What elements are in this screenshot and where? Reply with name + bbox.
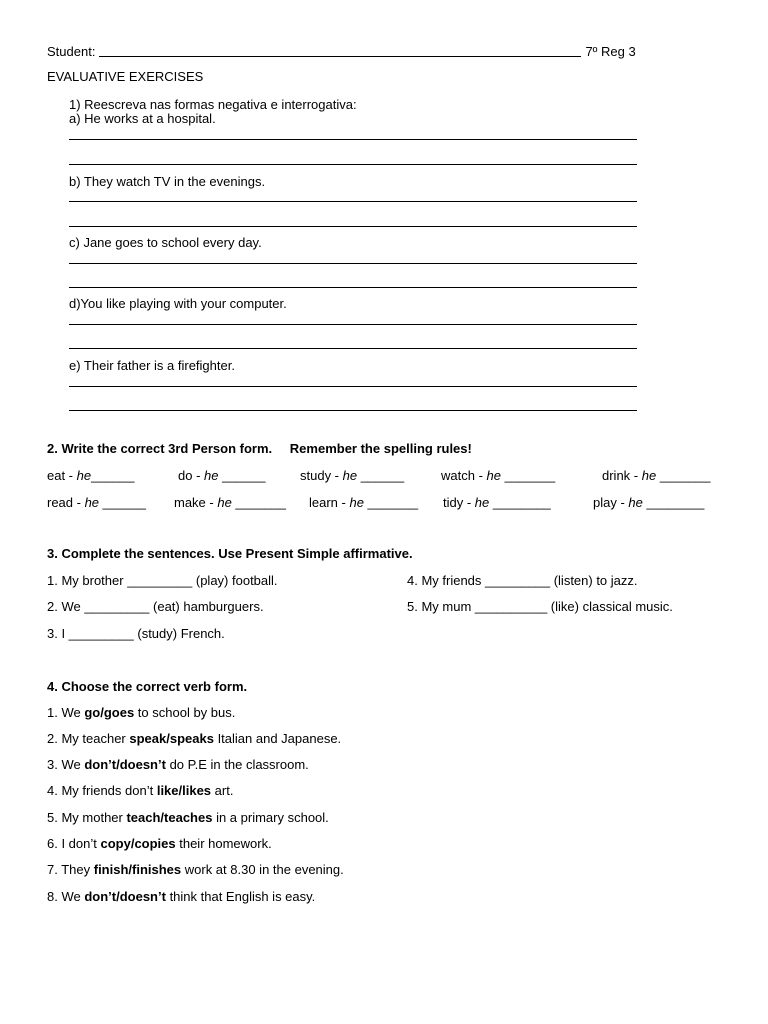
pronoun: he (204, 468, 219, 483)
choice-text: art. (211, 783, 234, 798)
verb-item (174, 495, 286, 511)
choice-text: 7. They (47, 862, 94, 877)
verb-item (441, 468, 555, 484)
answer-blank[interactable]: ______ (91, 468, 135, 483)
verb-item (443, 495, 551, 511)
choice-item (47, 810, 329, 826)
pronoun: he (217, 495, 232, 510)
sentence-item: 5. My mum __________ (like) classical music. (407, 599, 673, 614)
sentence-item: 2. We _________ (eat) hamburguers. (47, 599, 264, 614)
verb-choice[interactable]: speak/speaks (129, 731, 214, 746)
verb-item (300, 468, 404, 484)
choice-item (47, 836, 272, 852)
choice-item (47, 889, 315, 905)
pronoun: he (342, 468, 358, 483)
verb-text: read - (47, 495, 85, 510)
answer-blank[interactable]: ______ (99, 495, 147, 510)
answer-line[interactable] (69, 287, 637, 288)
ex1-item-e: e) Their father is a firefighter. (69, 358, 235, 373)
choice-item (47, 862, 344, 878)
choice-text: think that English is easy. (165, 889, 316, 904)
answer-line[interactable] (69, 324, 637, 325)
sentence-item: 3. I _________ (study) French. (47, 626, 225, 641)
verb-text: do - (178, 468, 205, 483)
answer-blank[interactable]: ________ (489, 495, 551, 510)
answer-line[interactable] (69, 164, 637, 165)
answer-line[interactable] (69, 201, 637, 202)
student-name-field[interactable] (99, 44, 581, 57)
choice-text: work at 8.30 in the evening. (181, 862, 344, 877)
pronoun: he (349, 495, 364, 510)
verb-item (47, 468, 134, 484)
ex3-title: 3. Complete the sentences. Use Present Simple affirmative. (47, 546, 413, 561)
verb-choice[interactable]: like/likes (156, 783, 212, 798)
ex1-item-d: d)You like playing with your computer. (69, 296, 287, 311)
pronoun: he (76, 468, 92, 483)
ex2-title (47, 441, 472, 457)
ex1-item-a: a) He works at a hospital. (69, 111, 216, 126)
verb-item (47, 495, 146, 511)
answer-line[interactable] (69, 263, 637, 264)
answer-blank[interactable]: _______ (500, 468, 556, 483)
choice-text: 3. We (47, 757, 85, 772)
choice-text: 6. I don’t (47, 836, 101, 851)
answer-line[interactable] (69, 410, 637, 411)
verb-text: drink - (602, 468, 642, 483)
verb-text: make - (174, 495, 218, 510)
ex2-note: Remember the spelling rules! (289, 441, 472, 456)
answer-line[interactable] (69, 139, 637, 140)
page-title: EVALUATIVE EXERCISES (47, 69, 204, 84)
choice-text: 2. My teacher (47, 731, 130, 746)
verb-text: play - (593, 495, 629, 510)
choice-text: to school by bus. (134, 705, 236, 720)
verb-text: watch - (441, 468, 487, 483)
answer-line[interactable] (69, 386, 637, 387)
choice-text: 5. My mother (47, 810, 127, 825)
answer-blank[interactable]: _______ (363, 495, 419, 510)
answer-blank[interactable]: ______ (218, 468, 266, 483)
choice-text: their homework. (175, 836, 272, 851)
choice-text: Italian and Japanese. (213, 731, 342, 746)
answer-blank[interactable]: _______ (231, 495, 287, 510)
verb-item (602, 468, 710, 484)
verb-item (178, 468, 265, 484)
pronoun: he (641, 468, 657, 483)
verb-text: learn - (309, 495, 350, 510)
answer-line[interactable] (69, 348, 637, 349)
student-row (47, 44, 636, 60)
verb-text: tidy - (443, 495, 475, 510)
pronoun: he (474, 495, 490, 510)
ex1-item-b: b) They watch TV in the evenings. (69, 174, 266, 189)
class-label: 7º Reg 3 (585, 44, 636, 59)
verb-choice[interactable]: copy/copies (100, 836, 176, 851)
answer-blank[interactable]: ______ (357, 468, 405, 483)
verb-item (309, 495, 418, 511)
verb-choice[interactable]: teach/teaches (126, 810, 213, 825)
verb-choice[interactable]: don’t/doesn’t (84, 757, 166, 772)
choice-text: in a primary school. (212, 810, 329, 825)
choice-item (47, 783, 233, 799)
pronoun: he (628, 495, 643, 510)
ex1-item-c: c) Jane goes to school every day. (69, 235, 262, 250)
answer-blank[interactable]: ________ (642, 495, 705, 510)
ex2-title-text: 2. Write the correct 3rd Person form. (47, 441, 273, 456)
sentence-item: 4. My friends _________ (listen) to jazz. (407, 573, 638, 588)
choice-text: 1. We (47, 705, 85, 720)
choice-item (47, 757, 309, 773)
choice-item (47, 705, 235, 721)
answer-blank[interactable]: _______ (656, 468, 711, 483)
choice-text: 8. We (47, 889, 85, 904)
pronoun: he (84, 495, 100, 510)
verb-text: eat - (47, 468, 77, 483)
verb-choice[interactable]: finish/finishes (93, 862, 182, 877)
verb-item (593, 495, 704, 511)
ex4-title: 4. Choose the correct verb form. (47, 679, 248, 694)
sentence-item: 1. My brother _________ (play) football. (47, 573, 278, 588)
answer-line[interactable] (69, 226, 637, 227)
verb-choice[interactable]: don’t/doesn’t (84, 889, 166, 904)
choice-text: do P.E in the classroom. (165, 757, 309, 772)
ex1-instruction: 1) Reescreva nas formas negativa e interrogativa: (69, 97, 357, 112)
student-label: Student: (47, 44, 96, 59)
verb-text: study - (300, 468, 343, 483)
pronoun: he (486, 468, 501, 483)
choice-text: 4. My friends don’t (47, 783, 157, 798)
verb-choice[interactable]: go/goes (84, 705, 135, 720)
choice-item (47, 731, 341, 747)
